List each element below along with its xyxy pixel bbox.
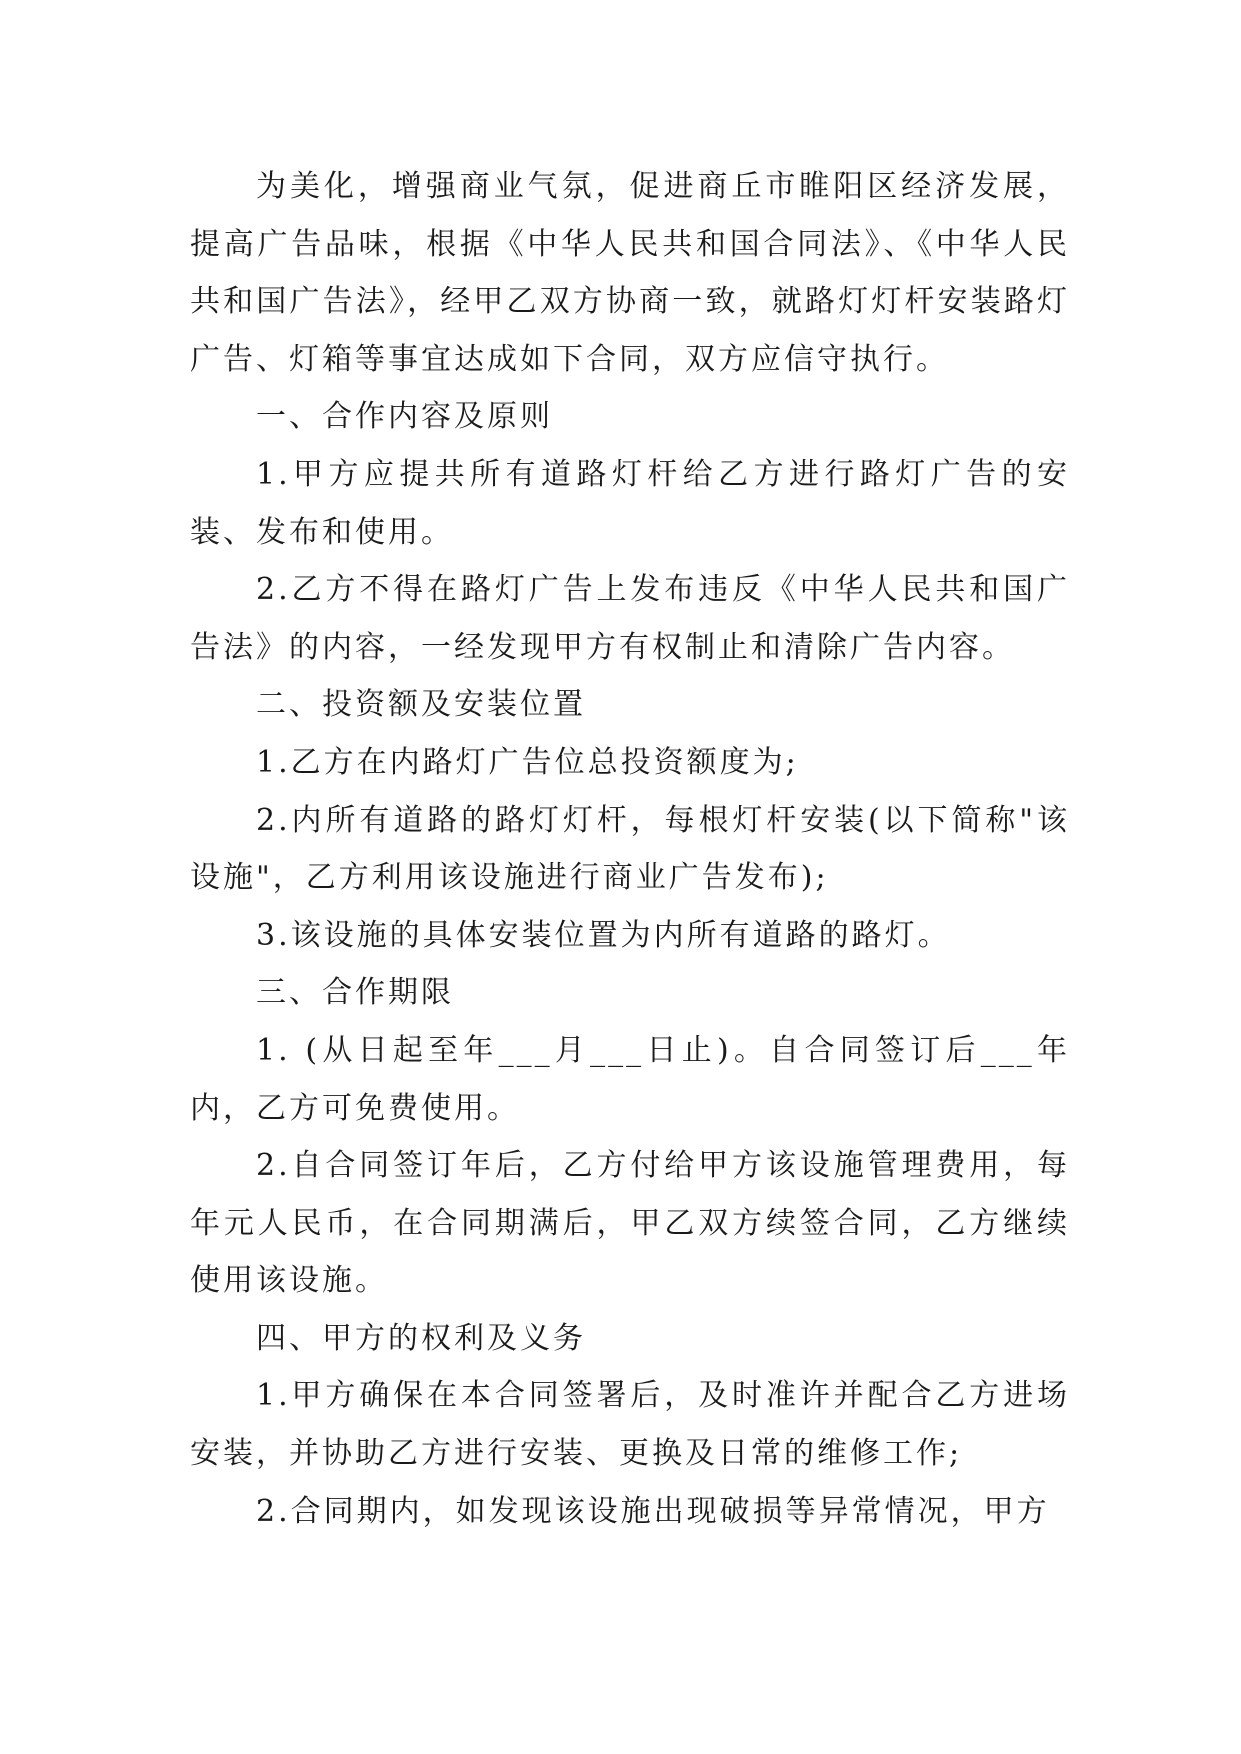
clause-paragraph: 3.该设施的具体安装位置为内所有道路的路灯。: [256, 917, 951, 953]
section-heading-2: 二、投资额及安装位置: [256, 687, 586, 723]
clause-paragraph: 1.乙方在内路灯广告位总投资额度为;: [256, 744, 799, 780]
section-heading-3: 三、合作期限: [256, 975, 454, 1011]
intro-paragraph: 为美化，增强商业气氛，促进商丘市睢阳区经济发展，提高广告品味，根据《中华人民共和国合同法》、《中华人民共和国广告法》，经甲乙双方协商一致，就路灯灯杆安装路灯广告、灯箱等事宜达成如下合同，双方应信守执行。: [190, 169, 1070, 377]
clause-paragraph: 1.甲方确保在本合同签署后，及时准许并配合乙方进场安装，并协助乙方进行安装、更换及日常的维修工作;: [190, 1378, 1070, 1472]
clause-paragraph: 2.乙方不得在路灯广告上发布违反《中华人民共和国广告法》的内容，一经发现甲方有权制止和清除广告内容。: [190, 572, 1070, 665]
section-heading-4: 四、甲方的权利及义务: [256, 1320, 586, 1356]
section-heading-1: 一、合作内容及原则: [256, 399, 553, 435]
clause-paragraph: 1.甲方应提共所有道路灯杆给乙方进行路灯广告的安装、发布和使用。: [190, 456, 1070, 550]
document-body: [190, 158, 1070, 1540]
clause-paragraph: 2.合同期内，如发现该设施出现破损等异常情况，甲方: [256, 1493, 1050, 1529]
clause-paragraph: 2.内所有道路的路灯灯杆，每根灯杆安装(以下简称"该设施"，乙方利用该设施进行商业广告发布);: [190, 802, 1070, 896]
clause-paragraph: 1. (从日起至年___月___日止)。自合同签订后___年内，乙方可免费使用。: [190, 1032, 1070, 1126]
clause-paragraph: 2.自合同签订年后，乙方付给甲方该设施管理费用，每年元人民币，在合同期满后，甲乙双方续签合同，乙方继续使用该设施。: [190, 1148, 1070, 1299]
